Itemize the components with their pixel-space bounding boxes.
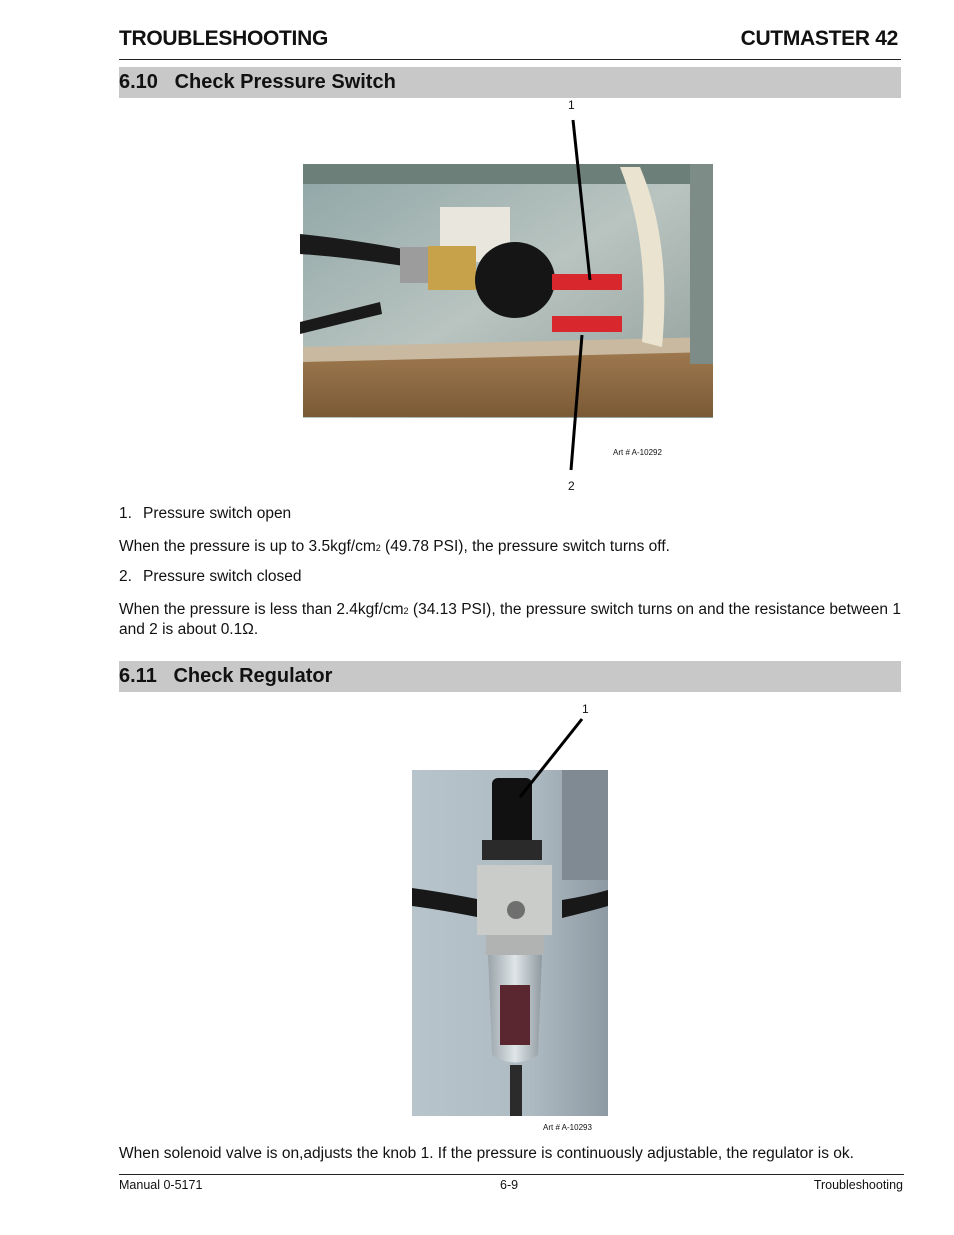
art-number-2: Art # A-10293	[543, 1123, 592, 1132]
callout-label-1: 1	[582, 702, 589, 716]
list-number: 1.	[119, 505, 132, 522]
text-run: When the pressure is less than 2.4kgf/cm	[119, 601, 404, 618]
art-number-1: Art # A-10292	[613, 448, 662, 457]
callout-label-2: 2	[568, 479, 575, 493]
list-label: Pressure switch closed	[143, 568, 302, 585]
superscript: 2	[375, 543, 381, 553]
running-header-section: TROUBLESHOOTING	[119, 27, 328, 50]
section-title: 6.10 Check Pressure Switch	[119, 71, 396, 93]
footer-page-number: 6-9	[500, 1178, 519, 1192]
footer-chapter: Troubleshooting	[813, 1178, 903, 1192]
text-run: (49.78 PSI), the pressure switch turns off.	[380, 538, 670, 555]
text-run: When the pressure is up to 3.5kgf/cm	[119, 538, 376, 555]
running-header-product: CUTMASTER 42	[740, 27, 898, 50]
footer-manual-number: Manual 0-5171	[119, 1178, 203, 1192]
text-run: (34.13 PSI), the pressure switch turns on and the resistance between 1 and 2 is about 0.1Ω.	[119, 601, 901, 638]
list-number: 2.	[119, 568, 132, 585]
callout-label-1: 1	[568, 98, 575, 112]
footer-rule	[119, 1174, 904, 1175]
superscript: 2	[403, 606, 409, 616]
paragraph-regulator: When solenoid valve is on,adjusts the knob 1. If the pressure is continuously adjustable, the regulator is ok.	[119, 1145, 854, 1162]
list-label: Pressure switch open	[143, 505, 292, 522]
section-title: 6.11 Check Regulator	[119, 665, 333, 687]
